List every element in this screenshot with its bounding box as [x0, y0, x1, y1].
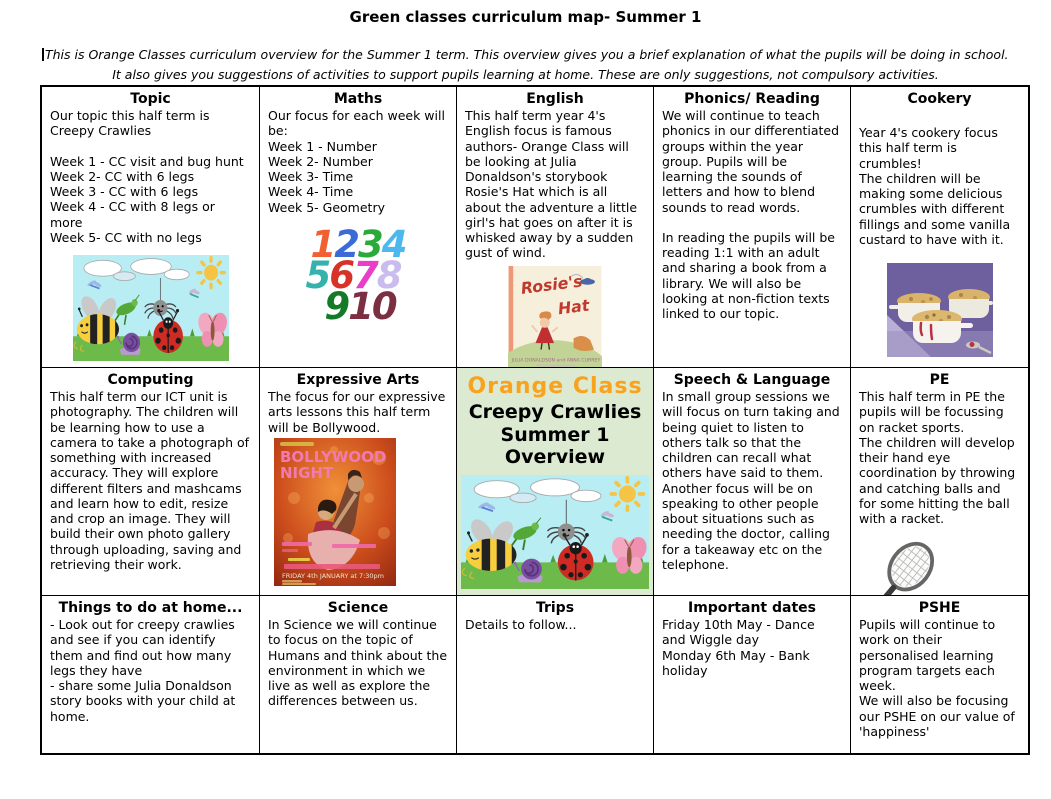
- svg-text:Hat: Hat: [556, 295, 591, 318]
- cell-expressive-arts: [260, 368, 457, 596]
- important-dates-header: Important dates: [687, 600, 816, 616]
- cell-trips: [457, 596, 654, 753]
- text-cursor: [42, 48, 44, 61]
- trips-header: Trips: [535, 600, 575, 616]
- pe-paragraph-2: The children will develop their hand eye coordination by throwing and catching balls and for some hitting the ball with a racket.: [859, 434, 1016, 527]
- cell-things-at-home: [42, 596, 260, 753]
- class-name-title: Orange Class: [467, 374, 643, 399]
- poster-banner: [280, 442, 314, 446]
- bollywood-night-poster-image: [274, 438, 396, 586]
- page-title: Green classes curriculum map- Summer 1: [349, 8, 702, 26]
- topic-header: Topic: [130, 91, 171, 107]
- topic-week-2: Week 2- CC with 6 legs: [50, 168, 195, 184]
- pshe-paragraph-1: Pupils will continue to work on their personalised learning program targets each week.: [859, 617, 996, 694]
- creepy-crawlies-image: [461, 475, 649, 589]
- expressive-arts-body-text: The focus for our expressive arts lessons this half term will be Bollywood.: [268, 389, 446, 435]
- cookery-header: Cookery: [907, 91, 972, 107]
- cell-cookery: [851, 87, 1028, 368]
- computing-header: Computing: [107, 372, 194, 388]
- cell-pshe: [851, 596, 1028, 753]
- cell-english: [457, 87, 654, 368]
- cell-class-overview: [457, 368, 654, 596]
- cell-maths: [260, 87, 457, 368]
- science-header: Science: [327, 600, 389, 616]
- pshe-header: PSHE: [918, 600, 961, 616]
- creepy-crawlies-image: [73, 255, 229, 361]
- curriculum-table: [40, 85, 1030, 755]
- intro-line-1: This is Orange Classes curriculum overview for the Summer 1 term. This overview gives you a brief explanation of what the pupils will be doing in school.: [0, 45, 1051, 65]
- pshe-paragraph-2: We will also be focusing our PSHE on our value of 'happiness': [859, 693, 1015, 739]
- cell-science: [260, 596, 457, 753]
- speech-language-body-text: In small group sessions we will focus on turn taking and being quiet to listen to others talk so that the children can recall what others have said to them. Another focus will be on speaking to other people about situations such as needing the doctor, calling for a takeaway etc on the telephone.: [662, 389, 840, 572]
- cell-speech-language: [654, 368, 851, 596]
- topic-week-1: Week 1 - CC visit and bug hunt: [50, 153, 244, 169]
- maths-header: Maths: [333, 91, 383, 107]
- maths-week-1: Week 1 - Number: [268, 138, 377, 154]
- svg-text:BOLLYWOOD: BOLLYWOOD: [280, 447, 387, 466]
- speech-language-header: Speech & Language: [673, 372, 831, 388]
- things-at-home-header: Things to do at home...: [58, 600, 243, 616]
- cookery-paragraph-1: Year 4's cookery focus this half term is crumbles!: [859, 125, 998, 171]
- svg-text:FRIDAY 4th JANUARY at 7:30pm: FRIDAY 4th JANUARY at 7:30pm: [282, 571, 385, 580]
- maths-intro-text: Our focus for each week will be:: [268, 108, 445, 139]
- pe-header: PE: [929, 372, 950, 388]
- maths-week-4: Week 4- Time: [268, 184, 354, 200]
- computing-body-text: This half term our ICT unit is photography. The children will be learning how to use a camera to take a photograph of something with increased accuracy. They will explore different filters and mashcams and learn how to edit, resize and crop an image. They will build their own photo gallery through uploading, saving and retrieving their work.: [50, 389, 250, 572]
- topic-week-4: Week 4 - CC with 8 legs or more: [50, 199, 215, 230]
- cookery-paragraph-2: The children will be making some delicious crumbles with different fillings and some vanilla custard to have with it.: [859, 170, 1011, 247]
- spacer: [859, 108, 1020, 123]
- english-body-text: This half term year 4's English focus is famous authors- Orange Class will be looking at Julia Donaldson's storybook Rosie's Hat which is all about the adventure a little girl's hat goes on after it is whisked away by a sudden gust of wind.: [465, 108, 638, 261]
- colorful-numbers-image: 1234 5678 910: [305, 222, 406, 328]
- crumble-dishes-photo: [887, 263, 993, 357]
- expressive-arts-header: Expressive Arts: [296, 372, 420, 388]
- svg-text:NIGHT: NIGHT: [280, 463, 334, 482]
- maths-week-3: Week 3- Time: [268, 169, 354, 185]
- rosies-hat-book-cover-image: [508, 266, 602, 368]
- svg-text:Rosie's: Rosie's: [519, 271, 584, 298]
- topic-week-3: Week 3 - CC with 6 legs: [50, 184, 199, 200]
- tennis-racket-image: [861, 538, 947, 596]
- cell-important-dates: [654, 596, 851, 753]
- intro-line-2: It also gives you suggestions of activities to support pupils learning at home. These are only suggestions, not compulsory activities.: [112, 67, 939, 82]
- home-item-1: - Look out for creepy crawlies and see if you can identify them and find out how many legs they have: [50, 617, 235, 678]
- spacer: [662, 215, 842, 230]
- racket-handle: [873, 588, 894, 596]
- important-date-1: Friday 10th May - Dance and Wiggle day: [662, 617, 815, 648]
- cell-phonics-reading: [654, 87, 851, 368]
- maths-week-5: Week 5- Geometry: [268, 199, 385, 215]
- spacer: [50, 139, 251, 154]
- class-topic-subtitle: Creepy Crawlies: [468, 400, 642, 423]
- science-body-text: In Science we will continue to focus on the topic of Humans and think about the environment in which we live as well as explore the differences between us.: [268, 617, 448, 709]
- cell-pe: [851, 368, 1028, 596]
- cell-computing: [42, 368, 260, 596]
- svg-text:JULIA DONALDSON and ANNA CURRE: JULIA DONALDSON and ANNA CURREY: [511, 358, 601, 364]
- english-header: English: [526, 91, 584, 107]
- home-item-2: - share some Julia Donaldson story books with your child at home.: [50, 678, 236, 724]
- maths-week-2: Week 2- Number: [268, 153, 373, 169]
- phonics-header: Phonics/ Reading: [684, 91, 820, 107]
- phonics-paragraph-1: We will continue to teach phonics in our differentiated groups within the year group. Pupils will be learning the sounds of letters and how to blend sounds to read words.: [662, 108, 840, 215]
- important-date-2: Monday 6th May - Bank holiday: [662, 647, 810, 678]
- pe-paragraph-1: This half term in PE the pupils will be focussing on racket sports.: [859, 389, 1005, 435]
- trips-body-text: Details to follow...: [465, 617, 577, 633]
- cell-topic: [42, 87, 260, 368]
- phonics-paragraph-2: In reading the pupils will be reading 1:1 with an adult and sharing a book from a library. We will also be looking at non-fiction texts linked to our topic.: [662, 229, 835, 322]
- topic-intro-text: Our topic this half term is Creepy Crawlies: [50, 108, 210, 139]
- class-term-subtitle: Summer 1 Overview: [500, 423, 610, 469]
- intro-paragraph: [0, 45, 1051, 85]
- topic-week-5: Week 5- CC with no legs: [50, 229, 202, 245]
